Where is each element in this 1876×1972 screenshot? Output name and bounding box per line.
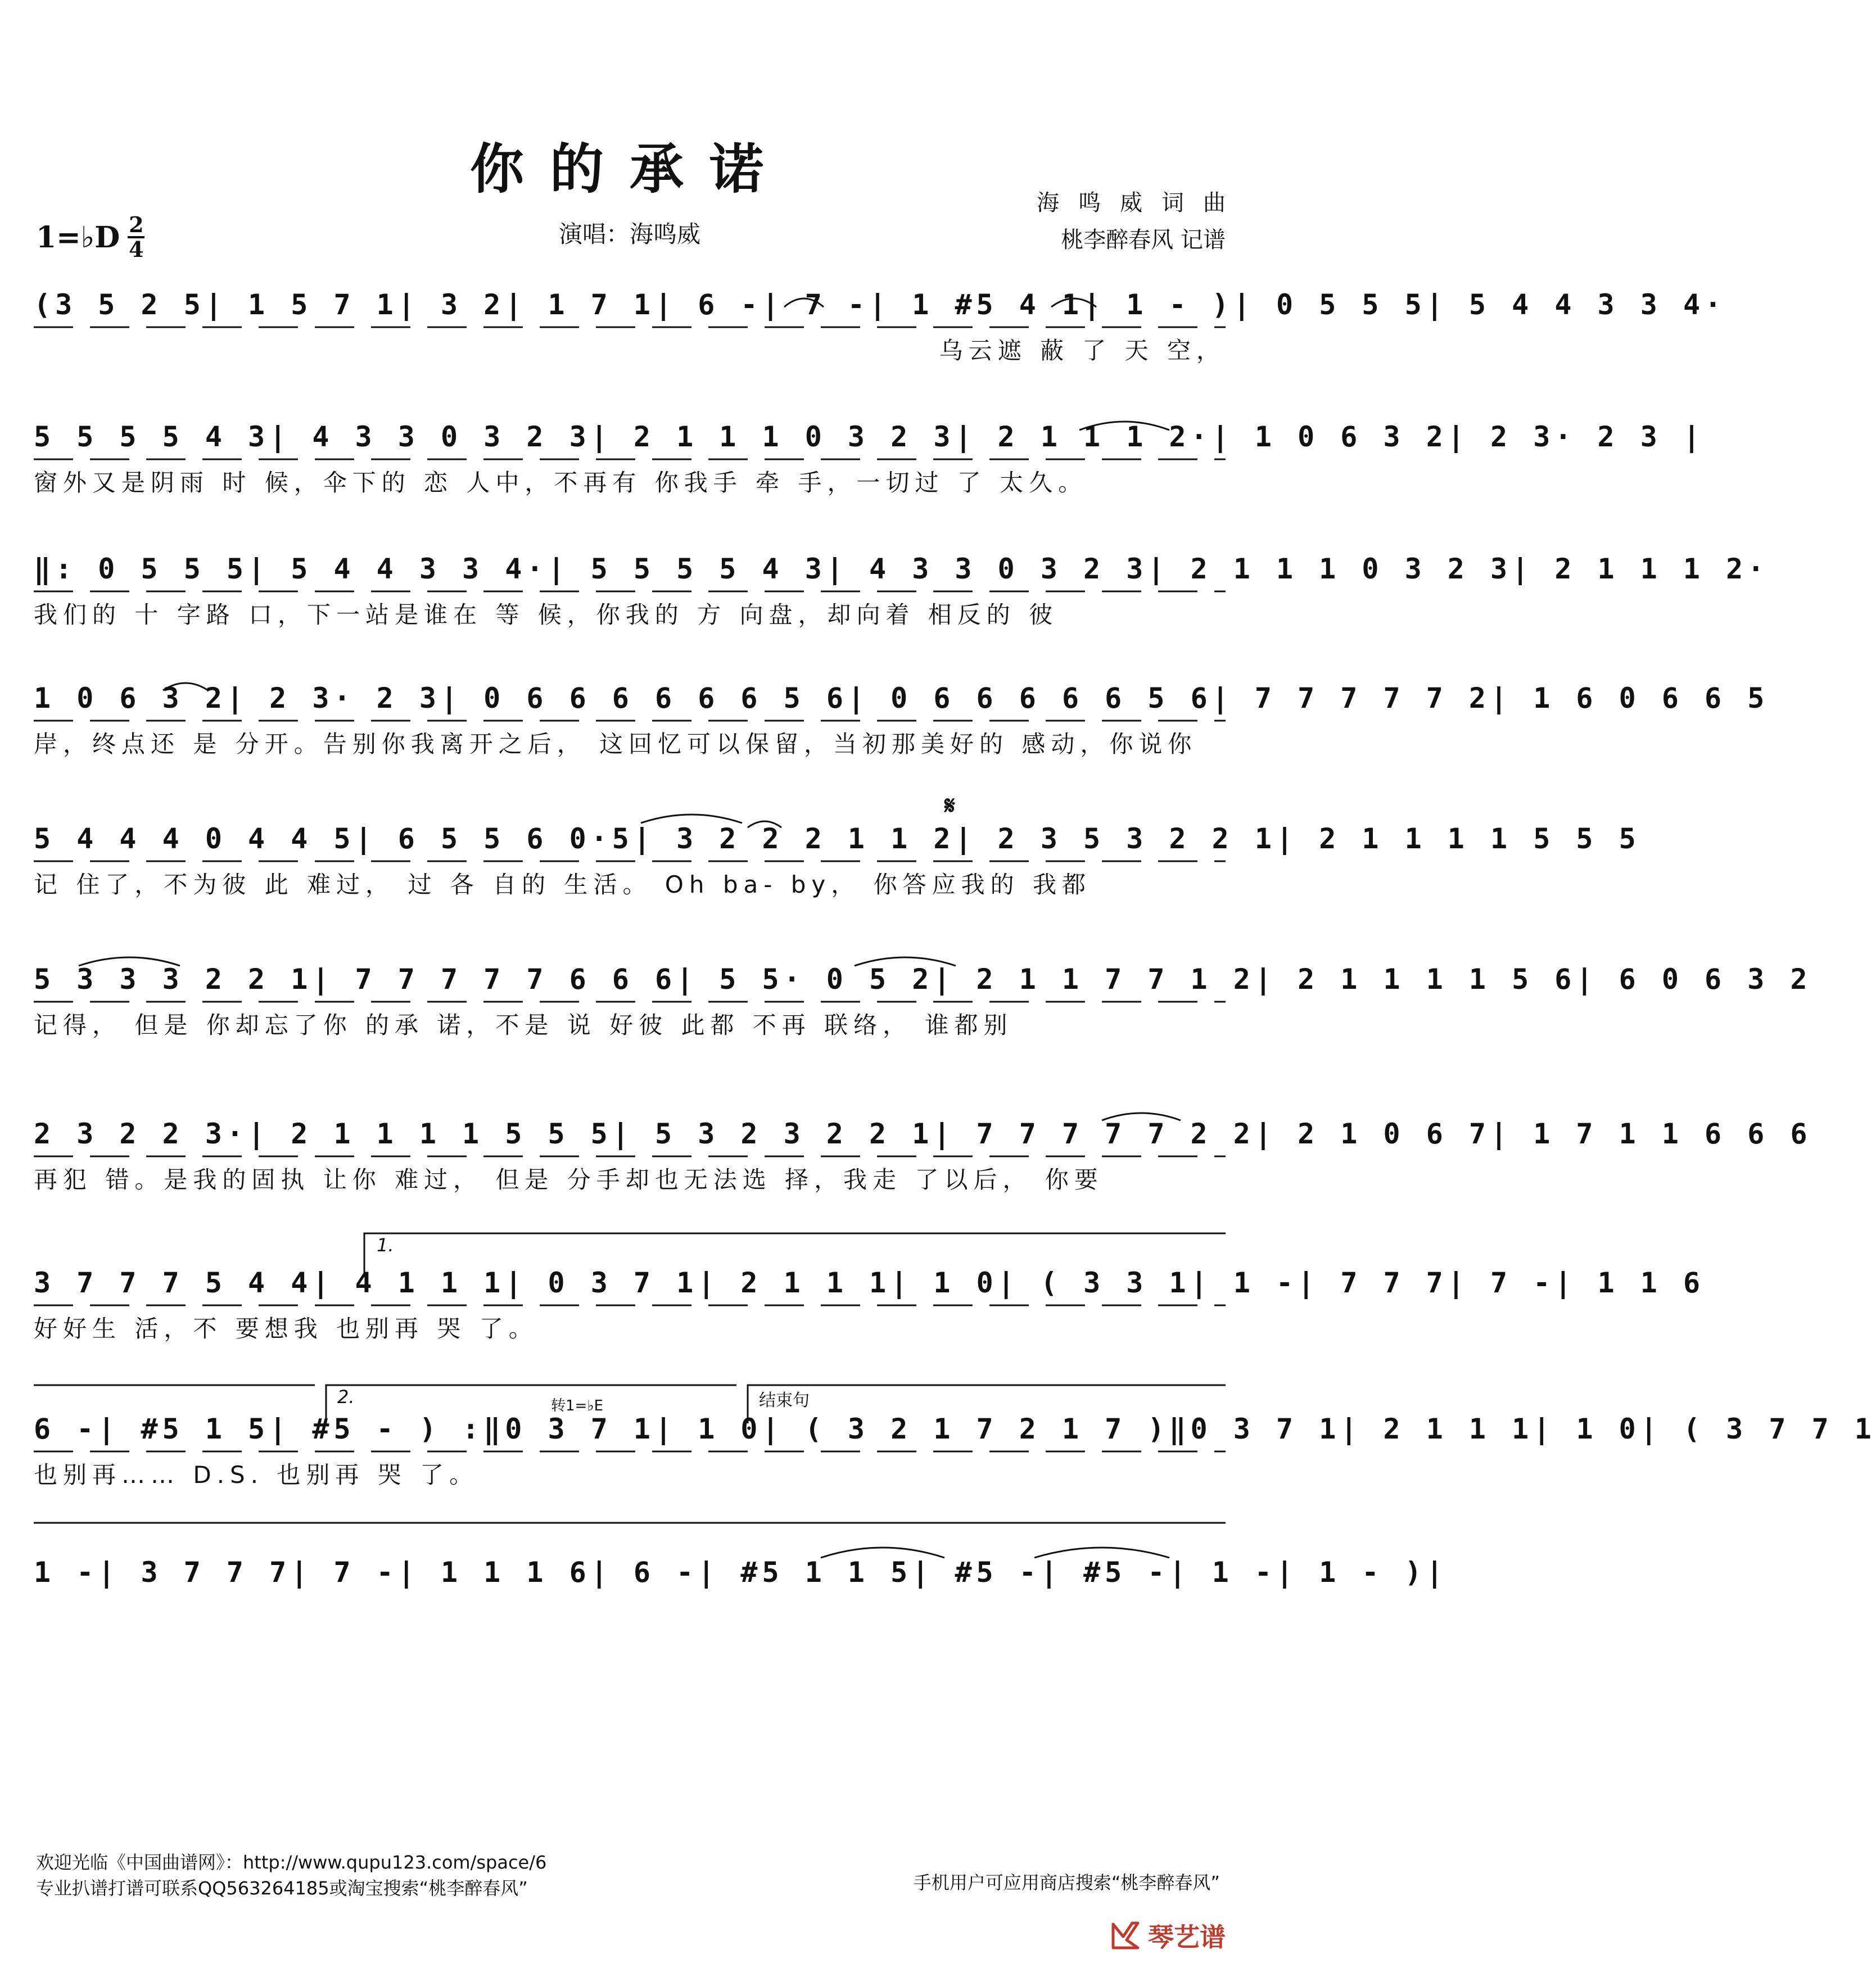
measure: | 2 1 1 1 0 3 2 3 <box>590 420 955 453</box>
staff-4-notes <box>34 680 1769 716</box>
measure: | #5 1 1 5 <box>698 1556 912 1589</box>
measure: 3 7 7 7 5 4 4 <box>34 1267 313 1299</box>
measure: | 2 1 1 1 1 5 5 5 <box>248 1118 612 1150</box>
brand-logo <box>1110 1917 1226 1954</box>
measure: | 2 1 1 1 <box>698 1267 891 1299</box>
staff-6-lyric: 记得， 但是 你却忘了你 的承 诺，不是 说 好彼 此都 不再 联络， 谁都别 <box>34 1011 1013 1039</box>
staff-8-notes <box>34 1265 1705 1301</box>
measure: 5 5 5 5 4 3 <box>34 420 270 453</box>
measure: | 3 2 <box>397 288 505 321</box>
staff-5-lyric: 记 住了，不为彼 此 难过， 过 各 自的 生活。 Oh ba- by， 你答应我的 我都 <box>34 871 1091 898</box>
staff-8 <box>0 1234 1705 1355</box>
staff-2-notes <box>34 419 1705 455</box>
measure: | 1 #5 4 1 <box>869 288 1084 321</box>
staff-9-notes <box>34 1411 1876 1447</box>
key-change: 转1=♭E <box>551 1397 604 1414</box>
measure: | 0 6 6 6 6 6 5 6 <box>847 682 1212 714</box>
staff-6 <box>0 961 1812 1051</box>
segno-mark: 𝄋 <box>944 791 955 820</box>
song-title: 你的承诺 <box>470 137 789 201</box>
measure: 1 0 6 3 2 <box>34 682 227 714</box>
measure: | ( 3 3 1 <box>997 1267 1191 1299</box>
measure: | 1 7 1 1 6 6 6 <box>1490 1118 1812 1150</box>
measure: 5 3 3 3 2 2 1 <box>34 963 313 996</box>
measure: | 3 2 2 2 1 1 2 <box>633 822 955 855</box>
logo-icon <box>1110 1920 1141 1951</box>
measure: 5 4 4 4 0 4 4 5 <box>34 822 355 855</box>
staff-4-lyric: 岸，终点还 是 分开。告别你我离开之后， 这回忆可以保留，当初那美好的 感动，你说你 <box>34 730 1197 758</box>
measure: | 2 1 1 1 1 5 5 5 <box>1276 822 1640 855</box>
staff-1-lyric: 乌云遮 蔽 了 天 空， <box>939 337 1226 364</box>
measure: | ( 3 7 7 1 <box>1640 1413 1876 1445</box>
measure: | 7 - <box>291 1556 398 1589</box>
measure: | 4 1 1 1 <box>312 1267 505 1299</box>
measure: | 2 1 1 7 7 1 2 <box>933 963 1255 996</box>
staff-7-lyric: 再犯 错。是我的固执 让你 难过， 但是 分手却也无法选 择，我走 了以后， 你要 <box>34 1166 1104 1193</box>
staff-10-notes <box>34 1554 1448 1590</box>
measure: | 5 4 4 3 3 4· <box>248 553 548 585</box>
singer-credit: 演唱：海鸣威 <box>558 220 700 248</box>
logo-text: 琴艺谱 <box>1148 1922 1226 1952</box>
measure: (3 5 2 5 <box>34 288 205 321</box>
staff-6-notes <box>34 961 1812 997</box>
measure: | 1 1 6 <box>1554 1267 1705 1299</box>
measure: | 1 - ) <box>1083 288 1233 321</box>
measure: | 1 0 <box>890 1267 998 1299</box>
key-label: 1=♭D <box>36 220 120 255</box>
staff-7 <box>0 1116 1812 1206</box>
measure: | #5 - ) :‖ <box>269 1413 505 1445</box>
footer-app-line: 手机用户可应用商店搜索“桃李醉春风” <box>913 1872 1220 1893</box>
measure: | 0 5 5 5 <box>1233 288 1426 321</box>
measure: | 4 3 3 0 3 2 3 <box>269 420 591 453</box>
measure: 2 3 2 2 3· <box>34 1118 248 1150</box>
staff-9-lyric: 也别再…… D.S. 也别再 哭 了。 <box>34 1461 479 1489</box>
measure: | 2 1 1 1 <box>1340 1413 1534 1445</box>
measure: | 1 6 0 6 6 5 <box>1490 682 1769 714</box>
staff-8-lyric: 好好生 活，不 要想我 也别再 哭 了。 <box>34 1315 538 1342</box>
lyricist-composer: 海鸣威词曲 <box>1037 190 1245 216</box>
measure: ‖: 0 5 5 5 <box>34 553 248 585</box>
volta-1: 1. <box>377 1234 394 1256</box>
measure: 0 3 7 1 <box>1190 1413 1341 1445</box>
measure: | 2 3· 2 3 <box>226 682 441 714</box>
staff-3-lyric: 我们的 十 字路 口，下一站是谁在 等 候，你我的 方 向盘，却向着 相反的 彼 <box>34 601 1059 628</box>
measure: | 1 0 <box>655 1413 762 1445</box>
measure: | 5 5 5 5 4 3 <box>548 553 826 585</box>
measure: | 0 3 7 1 <box>505 1267 698 1299</box>
staff-7-notes <box>34 1116 1812 1152</box>
volta-2: 2. <box>337 1386 355 1408</box>
measure: | 1 5 7 1 <box>205 288 398 321</box>
measure: | 1 0 6 3 2 <box>1212 420 1448 453</box>
measure: | 1 - )| <box>1276 1556 1448 1589</box>
measure: | #5 1 5 <box>98 1413 270 1445</box>
measure: | 1 0 <box>1533 1413 1640 1445</box>
measure: | 6 - <box>655 288 762 321</box>
measure: | 1 - <box>1190 1267 1298 1299</box>
staff-3 <box>0 551 1769 641</box>
staff-5-notes <box>34 821 1640 857</box>
measure: | 2 3 5 3 2 2 1 <box>955 822 1276 855</box>
time-bottom: 4 <box>129 237 144 262</box>
staff-2 <box>0 419 1705 509</box>
credits <box>933 184 1245 259</box>
measure: | 5 4 4 3 3 4· <box>1426 288 1726 321</box>
staff-1 <box>0 287 1726 377</box>
measure: | 2 1 1 1 0 3 2 3 <box>1147 553 1512 585</box>
measure: | 7 - <box>1447 1267 1555 1299</box>
staff-10 <box>0 1554 1448 1622</box>
measure: | #5 - <box>912 1556 1041 1589</box>
measure: | 6 5 5 6 0·5 <box>355 822 634 855</box>
measure: | 7 - <box>762 288 870 321</box>
measure: | 2 1 1 1 1 5 6 <box>1254 963 1576 996</box>
measure: | 7 7 7 7 7 6 6 6 <box>312 963 677 996</box>
measure: | #5 - <box>1040 1556 1169 1589</box>
staff-5 <box>0 791 1640 911</box>
measure: | 4 3 3 0 3 2 3 <box>826 553 1148 585</box>
measure: | 3 7 7 7 <box>98 1556 291 1589</box>
measure: | 0 6 6 6 6 6 6 5 6 <box>440 682 848 714</box>
staff-1-notes <box>34 287 1726 323</box>
measure: | 1 7 1 <box>505 288 655 321</box>
measure: | 7 7 7 <box>1298 1267 1448 1299</box>
measure: | 5 3 2 3 2 2 1 <box>612 1118 934 1150</box>
footer-contact-line: 专业扒谱打谱可联系QQ563264185或淘宝搜索“桃李醉春风” <box>36 1878 528 1899</box>
measure: | 2 1 1 1 2· <box>955 420 1212 453</box>
staff-9 <box>0 1386 1876 1501</box>
staff-3-notes <box>34 551 1769 587</box>
measure: 0 3 7 1 <box>505 1413 655 1445</box>
measure: | 5 5· 0 5 2 <box>676 963 934 996</box>
measure: | 2 1 0 6 7 <box>1254 1118 1491 1150</box>
measure: | 6 0 6 3 2 <box>1576 963 1812 996</box>
footer-site-line: 欢迎光临《中国曲谱网》：http://www.qupu123.com/space/6 <box>36 1852 547 1873</box>
ending-label: 结束句 <box>759 1391 810 1410</box>
measure: | 2 3· 2 3 | <box>1447 420 1705 453</box>
measure: 6 - <box>34 1413 98 1445</box>
staff-4 <box>0 680 1769 770</box>
measure: 1 - <box>34 1556 98 1589</box>
measure: | 7 7 7 7 7 2 <box>1212 682 1491 714</box>
time-top: 2 <box>129 212 144 237</box>
staff-2-lyric: 窗外又是阴雨 时 候，伞下的 恋 人中，不再有 你我手 牵 手，一切过 了 太久。 <box>34 469 1088 496</box>
measure: | ( 3 2 1 7 2 1 7 )‖ <box>762 1413 1191 1445</box>
measure: | 6 - <box>590 1556 698 1589</box>
measure: | 2 1 1 1 2· <box>1512 553 1769 585</box>
footer-left <box>36 1849 546 1901</box>
measure: | 1 1 1 6 <box>397 1556 591 1589</box>
transcriber: 桃李醉春风 记谱 <box>1061 227 1226 253</box>
measure: | 7 7 7 7 7 2 2 <box>933 1118 1255 1150</box>
measure: | 1 - <box>1169 1556 1277 1589</box>
